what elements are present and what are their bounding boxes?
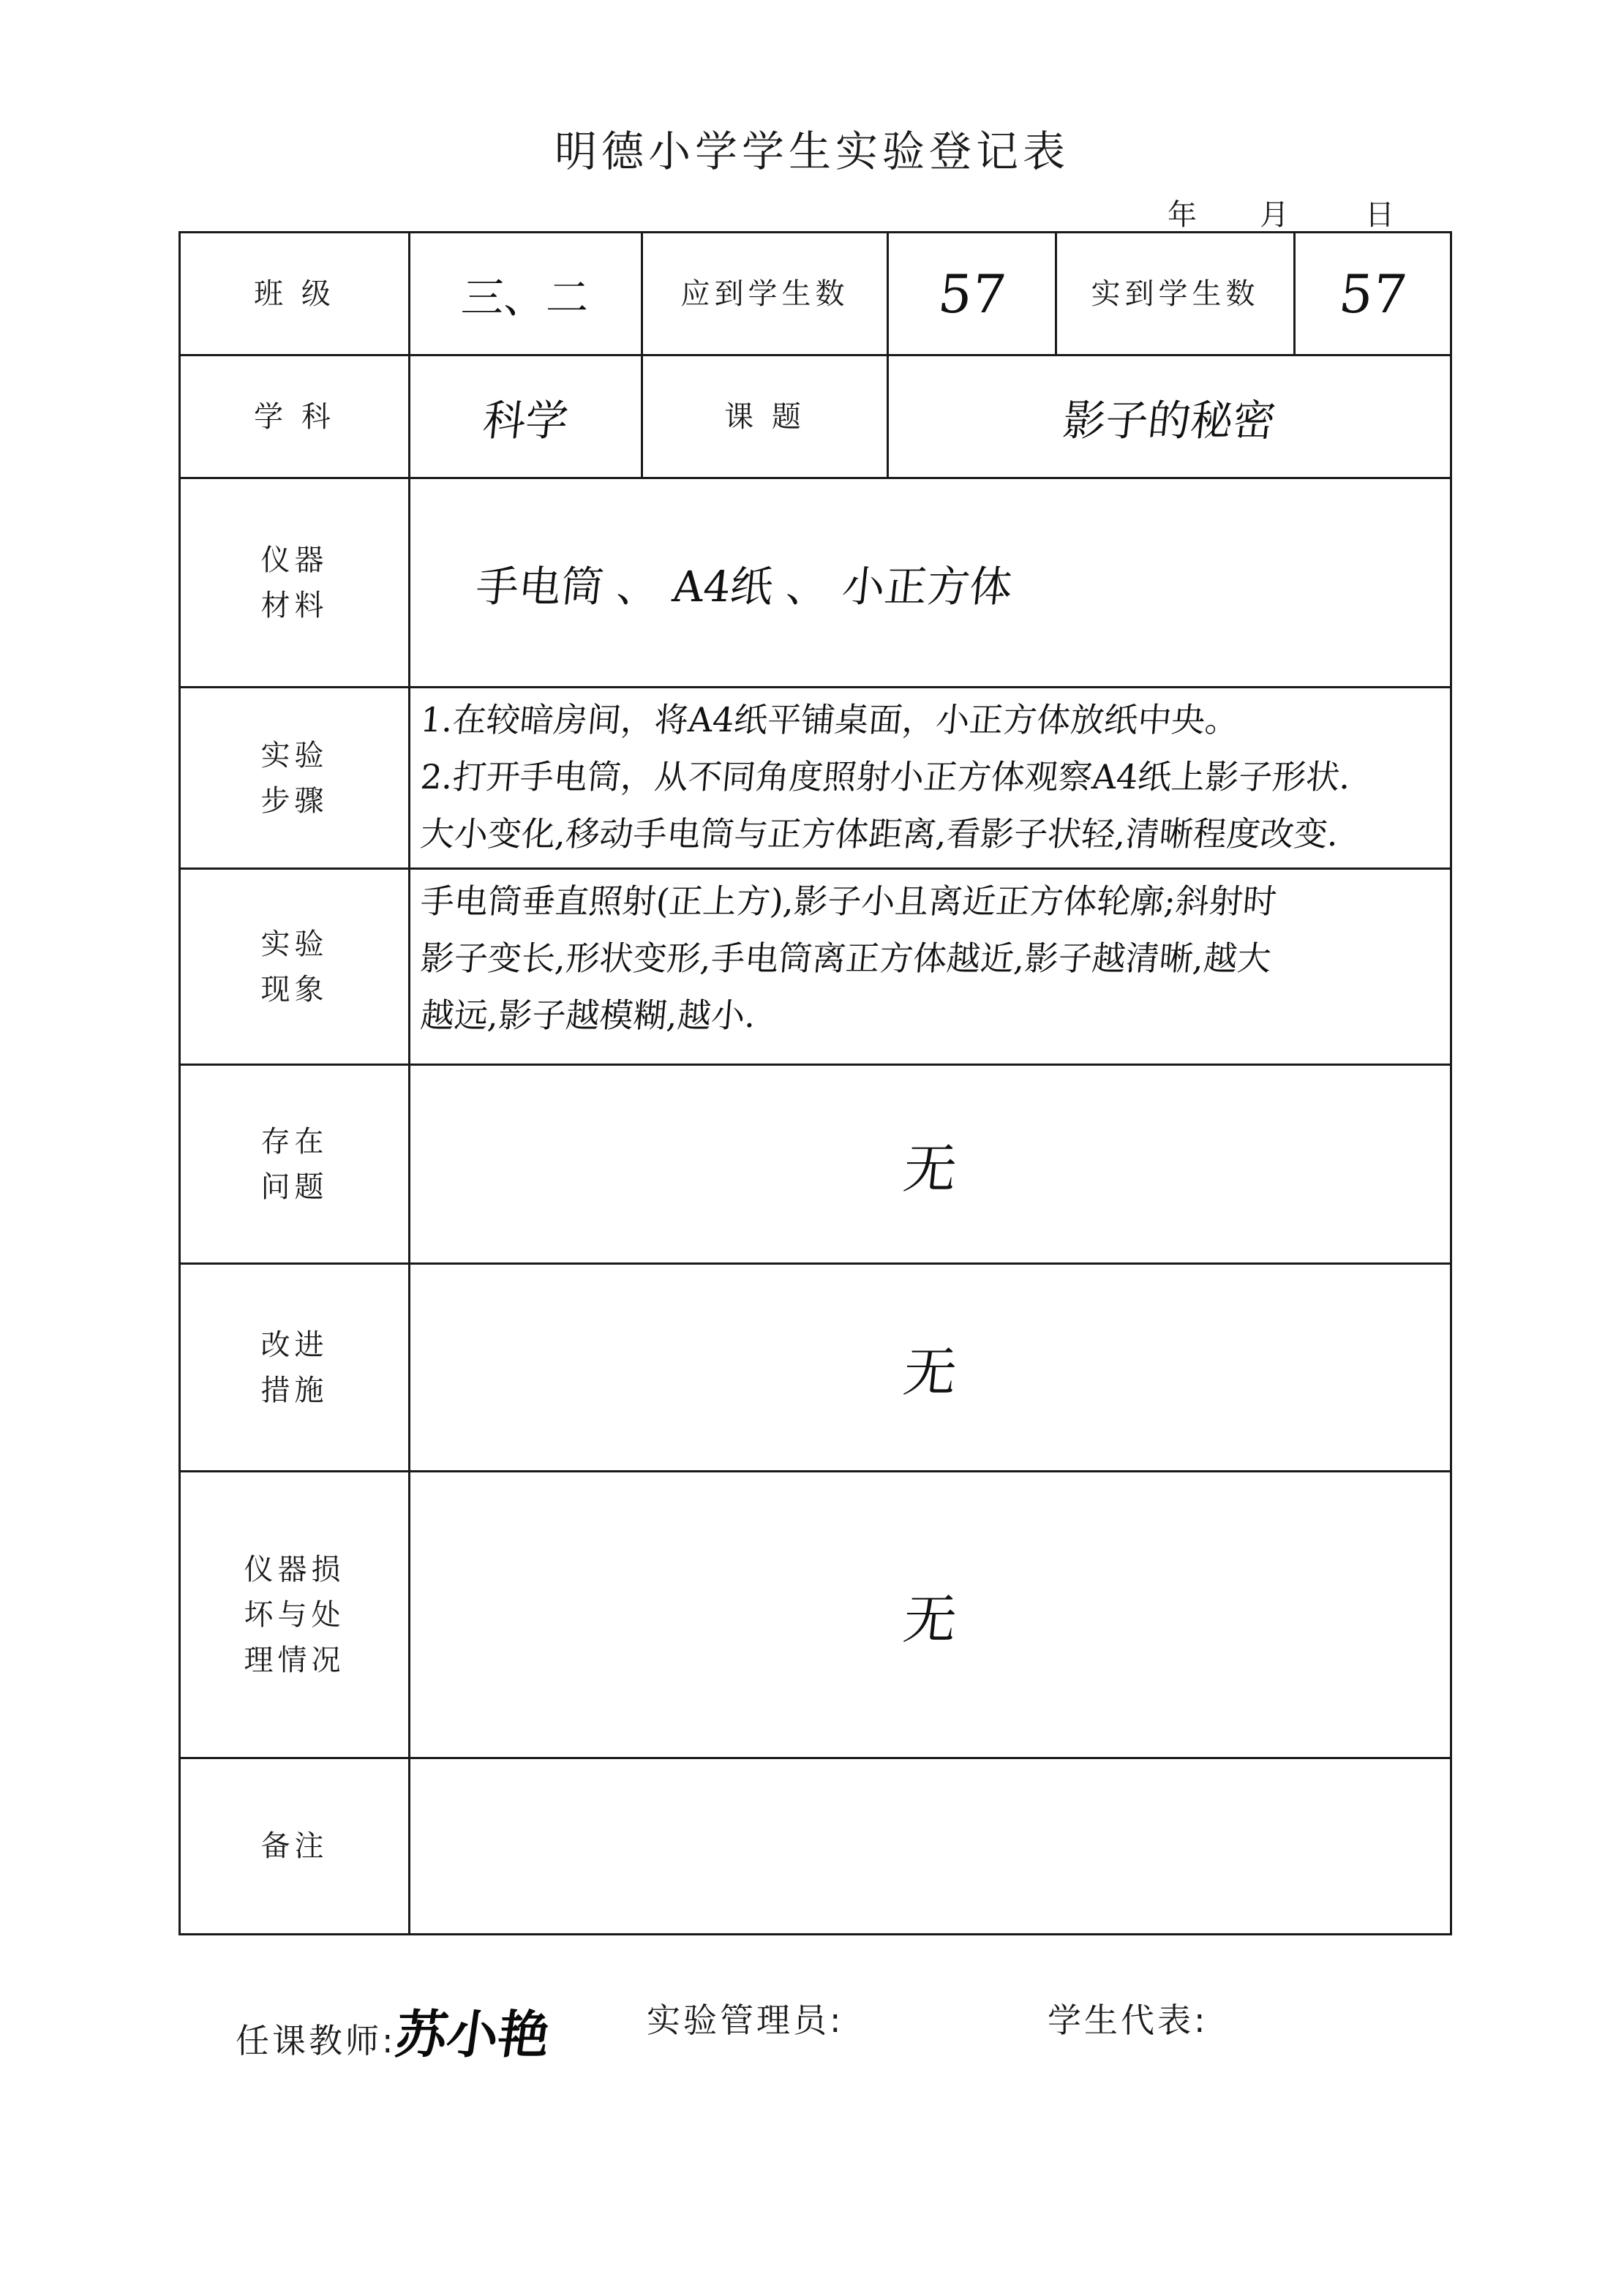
form-title: 明德小学学生实验登记表 [554,127,1069,176]
date-month-label: 月 [1260,198,1289,232]
remarks-value [410,1758,1451,1935]
equipment-value: 手电筒 、 A4纸 、 小正方体 [398,478,1462,688]
improvements-value: 无 [399,1264,1462,1472]
steps-label-line-2: 步骤 [260,783,328,818]
problems-label [180,1065,410,1264]
remarks-row [180,1758,1451,1935]
damage-value: 无 [394,1472,1466,1758]
phenomena-line: 越远,影子越模糊,越小. [418,995,758,1035]
steps-line: 大小变化,移动手电筒与正方体距离,看影子状轻,清晰程度改变. [418,814,1340,854]
damage-row [180,1472,1451,1758]
phenomena-line: 手电筒垂直照射(正上方),影子小且离近正方体轮廓;斜射时 [418,881,1279,921]
teacher-signature: 苏小艳 [391,2004,554,2065]
remarks-label: 备注 [180,1758,410,1935]
phenomena-label-line-1: 实验 [260,927,328,961]
damage-label-line-3: 理情况 [244,1643,345,1677]
improvements-label [180,1264,410,1472]
damage-label-line-2: 坏与处 [244,1597,345,1632]
phenomena-label-line-2: 现象 [260,972,328,1006]
class-label: 班 级 [180,233,410,355]
steps-row [180,688,1451,869]
equipment-label-line-2: 材料 [260,588,328,622]
expected-students-value: 57 [881,233,1063,355]
phenomena-content [410,869,1451,1065]
subject-row [180,355,1451,478]
actual-students-value: 57 [1288,233,1458,355]
experiment-register-table [178,231,1452,1935]
phenomena-label [180,869,410,1065]
damage-label [180,1472,410,1758]
class-value: 三、二 [403,233,649,355]
improvements-row [180,1264,1451,1472]
steps-content [410,688,1451,869]
student-representative-label: 学生代表: [1048,2000,1208,2040]
phenomena-row [180,869,1451,1065]
equipment-label-line-1: 仪器 [260,543,328,577]
steps-label [180,688,410,869]
problems-label-line-2: 问题 [260,1170,328,1204]
date-year-label: 年 [1168,198,1197,232]
damage-label-line-1: 仪器损 [244,1552,345,1587]
actual-students-label: 实到学生数 [1056,233,1295,355]
topic-label: 课 题 [642,355,888,478]
phenomena-line: 影子变长,形状变形,手电筒离正方体越近,影子越清晰,越大 [418,938,1273,978]
manager-label: 实验管理员: [647,2000,844,2040]
improvements-label-line-1: 改进 [260,1328,328,1362]
equipment-label [180,478,410,688]
steps-line: 2.打开手电筒，从不同角度照射小正方体观察A4纸上影子形状. [418,757,1353,797]
subject-value: 科学 [403,355,649,478]
subject-label: 学 科 [180,355,410,478]
teacher-field [236,1994,554,2068]
problems-value: 无 [399,1065,1462,1264]
problems-row [180,1065,1451,1264]
steps-label-line-1: 实验 [260,738,328,772]
expected-students-label: 应到学生数 [642,233,888,355]
steps-line: 1.在较暗房间，将A4纸平铺桌面，小正方体放纸中央。 [418,700,1241,739]
date-day-label: 日 [1365,198,1394,232]
problems-label-line-1: 存在 [260,1124,328,1159]
improvements-label-line-2: 措施 [260,1373,328,1407]
class-row [180,233,1451,355]
teacher-label: 任课教师: [236,2021,396,2060]
topic-value: 影子的秘密 [881,355,1458,478]
equipment-row [180,478,1451,688]
